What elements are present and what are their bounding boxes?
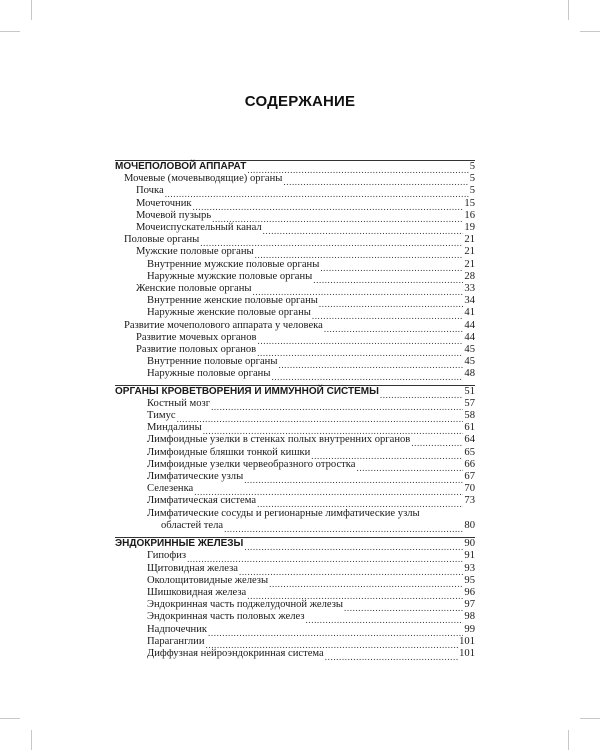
toc-entry-page: 93	[464, 562, 475, 574]
toc-entry-page: 45	[464, 344, 475, 356]
toc-entry-page: 5	[469, 173, 475, 185]
toc-section-heading[interactable]	[115, 538, 475, 550]
toc-entry[interactable]	[115, 185, 475, 197]
toc-entry[interactable]	[115, 459, 475, 471]
toc-entry-title: Наружные женские половые органы	[147, 307, 311, 319]
dot-leader	[257, 346, 463, 356]
toc-entry-title: Развитие мочеполового аппарата у человека	[124, 319, 323, 331]
dot-leader	[187, 553, 463, 563]
toc-entry-title: Лимфоидные бляшки тонкой кишки	[147, 446, 311, 458]
dot-leader	[325, 650, 458, 660]
dot-leader	[247, 163, 468, 173]
dot-leader	[244, 540, 463, 550]
toc-entry-page: 16	[464, 209, 475, 221]
dot-leader	[244, 473, 463, 483]
toc-entry[interactable]	[115, 422, 475, 434]
toc-entry-page: 67	[464, 471, 475, 483]
toc-entry-title: Лимфатическая система	[147, 495, 257, 507]
toc-entry-title: Лимфатические сосуды и регионарные лимфатические узлы	[147, 507, 420, 519]
toc-entry[interactable]	[115, 398, 475, 410]
toc-entry-page: 90	[464, 538, 475, 550]
toc-entry-page: 21	[464, 234, 475, 246]
toc-entry-page: 19	[464, 222, 475, 234]
dot-leader	[269, 577, 463, 587]
crop-mark-top-left-v	[31, 0, 32, 20]
toc-entry-page: 41	[464, 307, 475, 319]
dot-leader	[208, 626, 463, 636]
toc-entry[interactable]	[115, 198, 475, 210]
toc-entry-page: 99	[464, 623, 475, 635]
crop-mark-bottom-right-h	[580, 718, 600, 719]
toc-entry-title: МОЧЕПОЛОВОЙ АППАРАТ	[115, 161, 247, 172]
toc-entry-title: Наружные мужские половые органы	[147, 270, 313, 282]
toc-entry[interactable]	[115, 368, 475, 380]
toc-entry[interactable]	[115, 587, 475, 599]
toc-entry-title: Развитие половых органов	[136, 344, 257, 356]
toc-entry-title: Гипофиз	[147, 550, 187, 562]
toc-entry[interactable]	[115, 210, 475, 222]
toc-section-heading[interactable]	[115, 386, 475, 398]
dot-leader	[200, 236, 463, 246]
toc-entry[interactable]	[115, 471, 475, 483]
dot-leader	[239, 565, 463, 575]
toc-entry-title: Диффузная нейроэндокринная система	[147, 647, 324, 659]
toc-entry-title: Лимфатические узлы	[147, 471, 244, 483]
toc-entry-title: Женские половые органы	[136, 283, 252, 295]
toc-entry[interactable]	[115, 508, 475, 532]
toc-entry[interactable]	[115, 271, 475, 283]
dot-leader	[278, 358, 463, 368]
toc-entry[interactable]	[115, 434, 475, 446]
toc-entry-title: Мочеточник	[136, 197, 192, 209]
toc-entry[interactable]	[115, 283, 475, 295]
dot-leader	[203, 424, 464, 434]
crop-mark-top-right-v	[568, 0, 569, 20]
toc-entry[interactable]	[115, 563, 475, 575]
toc-entry-page: 15	[464, 197, 475, 209]
crop-mark-bottom-left-v	[31, 730, 32, 750]
toc-entry-title: Околощитовидные железы	[147, 574, 269, 586]
crop-mark-top-right-h	[580, 31, 600, 32]
toc-entry-page: 57	[464, 397, 475, 409]
dot-leader	[177, 412, 464, 422]
toc-entry-page: 96	[464, 586, 475, 598]
toc-entry-title: Эндокринная часть половых желез	[147, 611, 305, 623]
toc-entry-page: 65	[464, 446, 475, 458]
toc-entry-page: 97	[464, 599, 475, 611]
toc-entry-title: Костный мозг	[147, 397, 211, 409]
toc-entry-title: Наружные половые органы	[147, 368, 271, 380]
dot-leader	[319, 297, 464, 307]
toc-entry-page: 70	[464, 483, 475, 495]
toc-entry-page: 66	[464, 458, 475, 470]
dot-leader	[224, 522, 463, 532]
toc-entry[interactable]	[115, 550, 475, 562]
toc-entry-page: 48	[464, 368, 475, 380]
toc-entry-title: Почка	[136, 185, 164, 197]
toc-entry-title: Внутренние женские половые органы	[147, 295, 318, 307]
toc-entry[interactable]	[115, 447, 475, 459]
toc-entry-title: Лимфоидные узелки в стенках полых внутренних органов	[147, 434, 411, 446]
toc-entry-page: 21	[464, 258, 475, 270]
toc-entry[interactable]	[115, 295, 475, 307]
dot-leader	[356, 461, 463, 471]
toc-entry-page: 21	[464, 246, 475, 258]
dot-leader	[311, 449, 463, 459]
dot-leader	[258, 334, 464, 344]
toc-entry-page: 5	[469, 185, 475, 197]
toc-entry-page: 44	[464, 319, 475, 331]
toc-entry[interactable]	[115, 624, 475, 636]
toc-entry[interactable]	[115, 410, 475, 422]
dot-leader	[306, 614, 464, 624]
toc-entry[interactable]	[115, 234, 475, 246]
toc-entry[interactable]	[115, 320, 475, 332]
dot-leader	[320, 261, 463, 271]
toc-entry-title: Селезенка	[147, 483, 194, 495]
toc-entry-page: 45	[464, 356, 475, 368]
dot-leader	[194, 485, 463, 495]
dot-leader	[206, 638, 459, 648]
toc-entry[interactable]	[115, 332, 475, 344]
toc-entry-page: 58	[464, 410, 475, 422]
toc-entry-title: Мочевой пузырь	[136, 209, 212, 221]
toc-section	[115, 160, 475, 381]
toc-entry-title: Щитовидная железа	[147, 562, 238, 574]
dot-leader	[211, 400, 463, 410]
toc-entry-page: 98	[464, 611, 475, 623]
toc-entry-title-continued: областей тела	[161, 519, 224, 531]
dot-leader	[257, 498, 463, 508]
toc-entry-page: 64	[464, 434, 475, 446]
table-of-contents	[115, 160, 475, 660]
toc-entry[interactable]	[115, 483, 475, 495]
toc-entry-page: 44	[464, 331, 475, 343]
toc-entry-page: 80	[464, 519, 475, 531]
toc-entry-page: 34	[464, 295, 475, 307]
toc-entry[interactable]	[115, 611, 475, 623]
dot-leader	[212, 212, 463, 222]
toc-entry[interactable]	[115, 222, 475, 234]
toc-entry[interactable]	[115, 648, 475, 660]
toc-entry[interactable]	[115, 575, 475, 587]
toc-entry-page: 61	[464, 422, 475, 434]
crop-mark-top-left-h	[0, 31, 20, 32]
toc-entry-page: 28	[464, 270, 475, 282]
toc-entry-title: Развитие мочевых органов	[136, 331, 257, 343]
dot-leader	[283, 175, 468, 185]
dot-leader	[255, 249, 464, 259]
toc-entry-title: Половые органы	[124, 234, 200, 246]
toc-entry-title: Шишковидная железа	[147, 586, 247, 598]
toc-entry[interactable]	[115, 356, 475, 368]
toc-entry-page: 51	[464, 385, 475, 397]
toc-entry[interactable]	[115, 173, 475, 185]
page-title: СОДЕРЖАНИЕ	[244, 93, 356, 110]
toc-entry-title: Эндокринная часть поджелудочной железы	[147, 599, 344, 611]
dot-leader	[344, 601, 463, 611]
toc-entry-title: Мочевые (мочевыводящие) органы	[124, 173, 283, 185]
toc-entry[interactable]	[115, 246, 475, 258]
toc-entry[interactable]	[115, 636, 475, 648]
toc-entry-page: 73	[464, 495, 475, 507]
dot-leader	[380, 388, 464, 398]
dot-leader	[271, 371, 463, 381]
toc-entry-title: Внутренние мужские половые органы	[147, 258, 320, 270]
dot-leader	[312, 310, 464, 320]
dot-leader	[324, 322, 464, 332]
dot-leader	[165, 188, 469, 198]
toc-entry[interactable]	[115, 495, 475, 507]
toc-entry[interactable]	[115, 307, 475, 319]
dot-leader	[411, 437, 463, 447]
toc-entry-title: ЭНДОКРИННЫЕ ЖЕЛЕЗЫ	[115, 538, 244, 550]
toc-entry-title: Тимус	[147, 410, 176, 422]
toc-entry-title: Лимфоидные узелки червеобразного отростка	[147, 458, 356, 470]
toc-entry-page: 101	[459, 647, 475, 659]
toc-entry-title: ОРГАНЫ КРОВЕТВОРЕНИЯ И ИММУННОЙ СИСТЕМЫ	[115, 385, 379, 397]
toc-entry-page: 33	[464, 283, 475, 295]
toc-entry-title: Мужские половые органы	[136, 246, 254, 258]
toc-entry-title: Миндалины	[147, 422, 202, 434]
toc-entry-title: Надпочечник	[147, 623, 208, 635]
toc-section-heading[interactable]	[115, 161, 475, 173]
toc-entry[interactable]	[115, 344, 475, 356]
toc-entry-title: Параганглии	[147, 635, 205, 647]
dot-leader	[313, 273, 463, 283]
dot-leader	[193, 200, 464, 210]
toc-entry-page: 91	[464, 550, 475, 562]
crop-mark-bottom-left-h	[0, 718, 20, 719]
dot-leader	[263, 224, 464, 234]
toc-entry[interactable]	[115, 259, 475, 271]
toc-section	[115, 537, 475, 660]
toc-entry-page: 5	[469, 161, 475, 172]
dot-leader	[247, 589, 463, 599]
toc-entry-title: Внутренние половые органы	[147, 356, 278, 368]
toc-entry-title: Мочеиспускательный канал	[136, 222, 262, 234]
toc-entry-page: 101	[459, 635, 475, 647]
toc-section	[115, 385, 475, 532]
crop-mark-bottom-right-v	[568, 730, 569, 750]
dot-leader	[253, 285, 464, 295]
toc-entry-page: 95	[464, 574, 475, 586]
toc-entry[interactable]	[115, 599, 475, 611]
